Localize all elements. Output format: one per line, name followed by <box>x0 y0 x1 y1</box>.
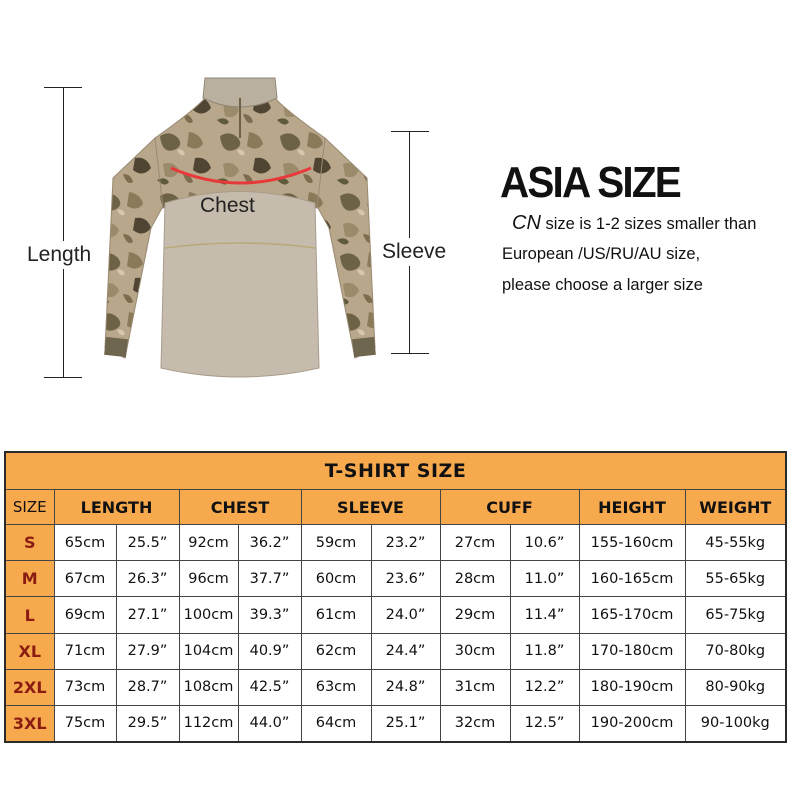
chest-label: Chest <box>200 194 255 217</box>
chest-cm-cell: 112cm <box>179 705 238 742</box>
height-cell: 165-170cm <box>579 597 685 633</box>
asia-line-1-rest: size is 1-2 sizes smaller than <box>540 215 757 233</box>
header-chest: CHEST <box>179 490 301 525</box>
weight-cell: 55-65kg <box>685 561 786 597</box>
length-in-cell: 28.7” <box>116 669 179 705</box>
length-line <box>63 87 64 378</box>
length-label: Length <box>27 241 91 269</box>
sleeve-cm-cell: 61cm <box>301 597 371 633</box>
cuff-in-cell: 11.8” <box>510 633 579 669</box>
size-cell: M <box>5 561 54 597</box>
asia-size-title: ASIA SIZE <box>500 158 680 207</box>
header-cuff: CUFF <box>440 490 579 525</box>
sleeve-in-cell: 25.1” <box>371 705 440 742</box>
cuff-cm-cell: 32cm <box>440 705 510 742</box>
size-chart-table <box>4 451 787 743</box>
weight-cell: 70-80kg <box>685 633 786 669</box>
header-length: LENGTH <box>54 490 179 525</box>
length-in-cell: 29.5” <box>116 705 179 742</box>
size-cell: 3XL <box>5 705 54 742</box>
chest-cm-cell: 108cm <box>179 669 238 705</box>
table-row <box>5 633 786 669</box>
cuff-cm-cell: 30cm <box>440 633 510 669</box>
cuff-in-cell: 11.0” <box>510 561 579 597</box>
length-in-cell: 27.9” <box>116 633 179 669</box>
sleeve-cm-cell: 59cm <box>301 525 371 561</box>
height-cell: 170-180cm <box>579 633 685 669</box>
length-in-cell: 26.3” <box>116 561 179 597</box>
weight-cell: 90-100kg <box>685 705 786 742</box>
chest-in-cell: 39.3” <box>238 597 301 633</box>
length-in-cell: 27.1” <box>116 597 179 633</box>
length-cm-cell: 67cm <box>54 561 116 597</box>
length-cm-cell: 75cm <box>54 705 116 742</box>
header-size: SIZE <box>5 490 54 525</box>
cuff-in-cell: 12.5” <box>510 705 579 742</box>
sleeve-in-cell: 23.6” <box>371 561 440 597</box>
sleeve-in-cell: 24.8” <box>371 669 440 705</box>
table-title-row <box>5 452 786 490</box>
asia-note-line-1 <box>502 212 756 235</box>
height-cell: 160-165cm <box>579 561 685 597</box>
sleeve-bottom-cap <box>391 353 429 354</box>
height-cell: 180-190cm <box>579 669 685 705</box>
header-weight: WEIGHT <box>685 490 786 525</box>
length-cm-cell: 73cm <box>54 669 116 705</box>
chest-in-cell: 37.7” <box>238 561 301 597</box>
length-bottom-cap <box>44 377 82 378</box>
size-cell: S <box>5 525 54 561</box>
chest-cm-cell: 96cm <box>179 561 238 597</box>
sleeve-cm-cell: 60cm <box>301 561 371 597</box>
sleeve-in-cell: 23.2” <box>371 525 440 561</box>
weight-cell: 45-55kg <box>685 525 786 561</box>
sleeve-cm-cell: 63cm <box>301 669 371 705</box>
weight-cell: 80-90kg <box>685 669 786 705</box>
cuff-in-cell: 12.2” <box>510 669 579 705</box>
chest-cm-cell: 100cm <box>179 597 238 633</box>
length-in-cell: 25.5” <box>116 525 179 561</box>
length-cm-cell: 71cm <box>54 633 116 669</box>
table-row <box>5 561 786 597</box>
height-cell: 190-200cm <box>579 705 685 742</box>
cuff-cm-cell: 31cm <box>440 669 510 705</box>
table-title: T-SHIRT SIZE <box>5 452 786 490</box>
chest-in-cell: 36.2” <box>238 525 301 561</box>
table-row <box>5 705 786 742</box>
chest-cm-cell: 104cm <box>179 633 238 669</box>
chest-in-cell: 44.0” <box>238 705 301 742</box>
sleeve-label: Sleeve <box>380 238 448 266</box>
chest-in-cell: 40.9” <box>238 633 301 669</box>
size-cell: XL <box>5 633 54 669</box>
cuff-in-cell: 11.4” <box>510 597 579 633</box>
table-body <box>5 525 786 742</box>
table-row <box>5 597 786 633</box>
asia-note-line-3: please choose a larger size <box>502 276 703 294</box>
table-row <box>5 669 786 705</box>
header-sleeve: SLEEVE <box>301 490 440 525</box>
cuff-cm-cell: 29cm <box>440 597 510 633</box>
sleeve-cm-cell: 64cm <box>301 705 371 742</box>
table-header-row <box>5 490 786 525</box>
sleeve-cm-cell: 62cm <box>301 633 371 669</box>
size-cell: 2XL <box>5 669 54 705</box>
size-cell: L <box>5 597 54 633</box>
sleeve-in-cell: 24.0” <box>371 597 440 633</box>
cuff-in-cell: 10.6” <box>510 525 579 561</box>
sleeve-top-cap <box>391 131 429 132</box>
sleeve-in-cell: 24.4” <box>371 633 440 669</box>
shirt-image <box>95 68 385 390</box>
cuff-cm-cell: 28cm <box>440 561 510 597</box>
length-cm-cell: 65cm <box>54 525 116 561</box>
header-height: HEIGHT <box>579 490 685 525</box>
chest-in-cell: 42.5” <box>238 669 301 705</box>
table-row <box>5 525 786 561</box>
chest-cm-cell: 92cm <box>179 525 238 561</box>
height-cell: 155-160cm <box>579 525 685 561</box>
weight-cell: 65-75kg <box>685 597 786 633</box>
cuff-cm-cell: 27cm <box>440 525 510 561</box>
asia-cn-text: CN <box>512 212 541 234</box>
length-cm-cell: 69cm <box>54 597 116 633</box>
asia-note-line-2: European /US/RU/AU size, <box>502 245 701 263</box>
